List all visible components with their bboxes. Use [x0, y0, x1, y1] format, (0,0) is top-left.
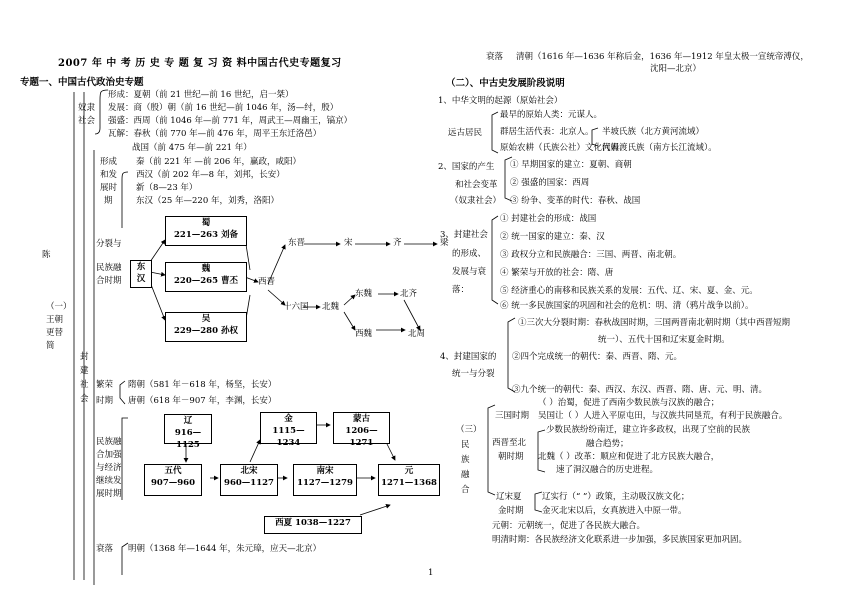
division-label-3: 合时期 [96, 276, 122, 286]
ancient-item: 最早的原始人类：元谋人。 [500, 110, 603, 120]
jin-item: 融合趋势； [586, 439, 629, 449]
s2-item: ① 早期国家的建立：夏朝、商朝 [510, 160, 632, 170]
s4-item: ③九个统一的朝代：秦、西汉、东汉、西晋、隋、唐、元、明、清。 [512, 385, 768, 395]
box-wei: 魏 220—265 曹丕 [165, 262, 247, 292]
s5-label-2: 民 [461, 440, 470, 450]
farming-item: 半坡氏族（北方黄河流域） [602, 127, 705, 137]
part1-line-3: 更替 [46, 328, 64, 338]
s3-label-3: 发展与衰 [452, 267, 487, 277]
qing-line-1: 清朝（1616 年—1636 年称后金，1636 年—1912 年皇太极一宣统帝溥仪， [516, 52, 809, 62]
ancient-label: 远古居民 [448, 128, 483, 138]
box-wudai: 五代 907—960 [144, 464, 202, 496]
slavery-item: 发展：商（殷）朝（前 16 世纪—前 1046 年，汤—纣，殷） [108, 103, 339, 113]
s2-item: ③ 纷争、变革的时代：春秋、战国 [510, 196, 641, 206]
flow-dongwei: 东魏 [355, 289, 373, 299]
box-donghan: 东 汉 [130, 260, 152, 288]
slavery-item: 强盛：西周（前 1046 年—前 771 年，周武王—周幽王，镐京） [108, 116, 353, 126]
sanguo-label: 三国时期 [495, 411, 530, 421]
s3-item: ③ 政权分立和民族融合：三国、两晋、南北朝。 [500, 250, 682, 260]
box-nansong: 南宋 1127—1279 [293, 464, 357, 496]
fusion-label-2: 合加强 [96, 450, 122, 460]
farming-item: 河姆渡氏族（南方长江流域）。 [602, 143, 717, 153]
s1-heading: 1、中华文明的起源（原始社会） [438, 96, 563, 106]
right-decline-label: 衰落 [486, 52, 504, 62]
formation-label-4: 期 [104, 196, 113, 206]
box-yuan: 元 1271—1368 [378, 464, 440, 496]
jin-item: 少数民族纷纷南迁，建立许多政权，出现了空前的民族 [546, 425, 751, 435]
qing-line-2: 沈阳—北京） [650, 64, 702, 74]
s5-label-3: 族 [461, 455, 470, 465]
s4-label-2: 统一与分裂 [452, 369, 495, 379]
part1-line-1: （一） [46, 302, 72, 312]
prosper-label-2: 时期 [96, 396, 114, 406]
s5-label-4: 融 [461, 470, 470, 480]
s2-label-1: 2、国家的产生 [438, 162, 495, 172]
slavery-label-1: 奴隶 [78, 103, 96, 113]
ming-line: 明清时期：各民族经济文化联系进一步加强，多民族国家更加巩固。 [492, 535, 748, 545]
s4-item: ①三次大分裂时期：春秋战国时期，三国两晋南北朝时期（其中西晋短期 [518, 318, 791, 328]
flow-xijin: 西晋 [258, 277, 276, 287]
section-2-heading: （二）、中古史发展阶段说明 [446, 78, 565, 89]
formation-label-3: 展时 [100, 183, 118, 193]
formation-label-1: 形成 [100, 157, 118, 167]
s3-label-2: 的形成、 [452, 249, 487, 259]
ancient-item: 原始农耕（氏族公社）文化代表 [500, 143, 620, 153]
chen-label: 陈 [42, 250, 51, 260]
division-label-2: 民族融 [96, 263, 122, 273]
jin-label-2: 朝时期 [498, 452, 524, 462]
flow-beizhou: 北周 [408, 329, 426, 339]
feudal-label-4: 会 [80, 394, 89, 404]
formation-label-2: 和发 [100, 170, 118, 180]
sanguo-item: （ ）治蜀，促进了西南少数民族与汉族的融合； [538, 398, 720, 408]
liaosong-item: 辽实行（“ ”）政策，主动吸汉族文化； [542, 492, 690, 502]
flow-shiliuguo: 十六国 [283, 302, 309, 312]
s5-label-5: 合 [461, 485, 470, 495]
formation-item: 新（8—23 年） [136, 183, 198, 193]
s4-item: 统一）、五代十国和辽宋夏金时期。 [598, 335, 730, 345]
flow-dongjin: 东晋 [288, 238, 306, 248]
flow-song: 宋 [344, 238, 353, 248]
sanguo-item: 吴国让（ ）人进入平原屯田，与汉族共同垦荒，有利于民族融合。 [538, 411, 788, 421]
box-jin: 金 1115—1234 [260, 412, 317, 444]
decline-label: 衰落 [96, 544, 114, 554]
box-beisong: 北宋 960—1127 [220, 464, 278, 496]
box-wu: 吴 229—280 孙权 [165, 312, 247, 342]
feudal-label-3: 社 [80, 380, 89, 390]
s2-label-3: （奴隶社会） [450, 196, 502, 206]
flow-beiqi: 北齐 [400, 289, 418, 299]
fusion-label-1: 民族融 [96, 437, 122, 447]
prosper-item: 隋朝（581 年－618 年，杨坚，长安） [128, 380, 277, 390]
prosper-label-1: 繁荣 [96, 380, 114, 390]
liaosong-item: 金灭北宋以后，女真族进入中原一带。 [542, 506, 687, 516]
doc-title: 2007 年 中 考 历 史 专 题 复 习 资 料中国古代史专题复习 [58, 58, 342, 69]
fusion-label-5: 展时期 [96, 489, 122, 499]
formation-item: 战国（前 475 年—前 221 年） [132, 143, 252, 153]
s4-label-1: 4、封建国家的 [440, 352, 497, 362]
page-number: 1 [428, 568, 434, 578]
s3-item: ④ 繁荣与开放的社会：隋、唐 [500, 268, 614, 278]
division-label-1: 分裂与 [96, 239, 122, 249]
flow-liang: 梁 [440, 238, 449, 248]
liaosong-label-1: 辽宋夏 [496, 492, 522, 502]
s3-label-4: 落： [452, 285, 470, 295]
box-menggu: 蒙古 1206—1271 [333, 412, 390, 444]
prosper-item: 唐朝（618 年－907 年，李渊，长安） [128, 396, 277, 406]
s3-item: ② 统一国家的建立：秦、汉 [500, 232, 605, 242]
s3-label-1: 3、封建社会 [440, 230, 488, 240]
s4-item: ②四个完成统一的朝代：秦、西晋、隋、元。 [512, 352, 683, 362]
jin-item: 北魏（ ）改革：顺应和促进了北方民族大融合， [538, 452, 720, 462]
jin-item: 速了洞汉融合的历史进程。 [556, 465, 659, 475]
slavery-item: 形成：夏朝（前 21 世纪—前 16 世纪，启一桀） [108, 90, 294, 100]
decline-item: 明朝（1368 年—1644 年，朱元璋，应天—北京） [128, 544, 322, 554]
slavery-item: 瓦解：春秋（前 770 年—前 476 年，周平王东迁洛邑） [108, 129, 322, 139]
jin-label-1: 西晋至北 [492, 438, 527, 448]
yuan-line: 元朝：元朝统一，促进了各民族大融合。 [492, 521, 646, 531]
flow-xiwei: 西魏 [355, 329, 373, 339]
liaosong-label-2: 金时期 [498, 506, 524, 516]
box-liao: 辽 916—1125 [164, 414, 212, 444]
s5-label-1: （三） [456, 425, 482, 435]
feudal-label-2: 建 [80, 366, 89, 376]
flow-qi: 齐 [393, 238, 402, 248]
s2-label-2: 和社会变革 [455, 180, 498, 190]
formation-item: 秦（前 221 年 —前 206 年，赢政，咸阳） [136, 157, 301, 167]
box-xixia: 西夏 1038—1227 [264, 516, 362, 534]
formation-item: 西汉（前 202 年—8 年，刘邦，长安） [136, 170, 285, 180]
formation-item: 东汉（25 年—220 年，刘秀，洛阳） [136, 196, 279, 206]
flow-beiwei: 北魏 [322, 302, 340, 312]
section-1-heading: 专题一、中国古代政治史专题 [20, 77, 144, 88]
s3-item: ⑤ 经济重心的南移和民族关系的发展：五代、辽、宋、夏、金、元。 [500, 286, 758, 296]
box-shu: 蜀 221—263 刘备 [165, 216, 247, 246]
part1-line-2: 王朝 [46, 315, 64, 325]
part1-line-4: 简 [46, 341, 55, 351]
ancient-item: 群居生活代表：北京人。 [500, 127, 594, 137]
s3-item: ① 封建社会的形成：战国 [500, 214, 597, 224]
fusion-label-4: 继续发 [96, 476, 122, 486]
fusion-label-3: 与经济 [96, 463, 122, 473]
slavery-label-2: 社会 [78, 116, 96, 126]
feudal-label-1: 封 [80, 352, 89, 362]
s3-item: ⑥ 统一多民族国家的巩固和社会的危机：明、清（鸦片战争以前）。 [500, 301, 754, 311]
s2-item: ② 强盛的国家：西周 [510, 178, 590, 188]
